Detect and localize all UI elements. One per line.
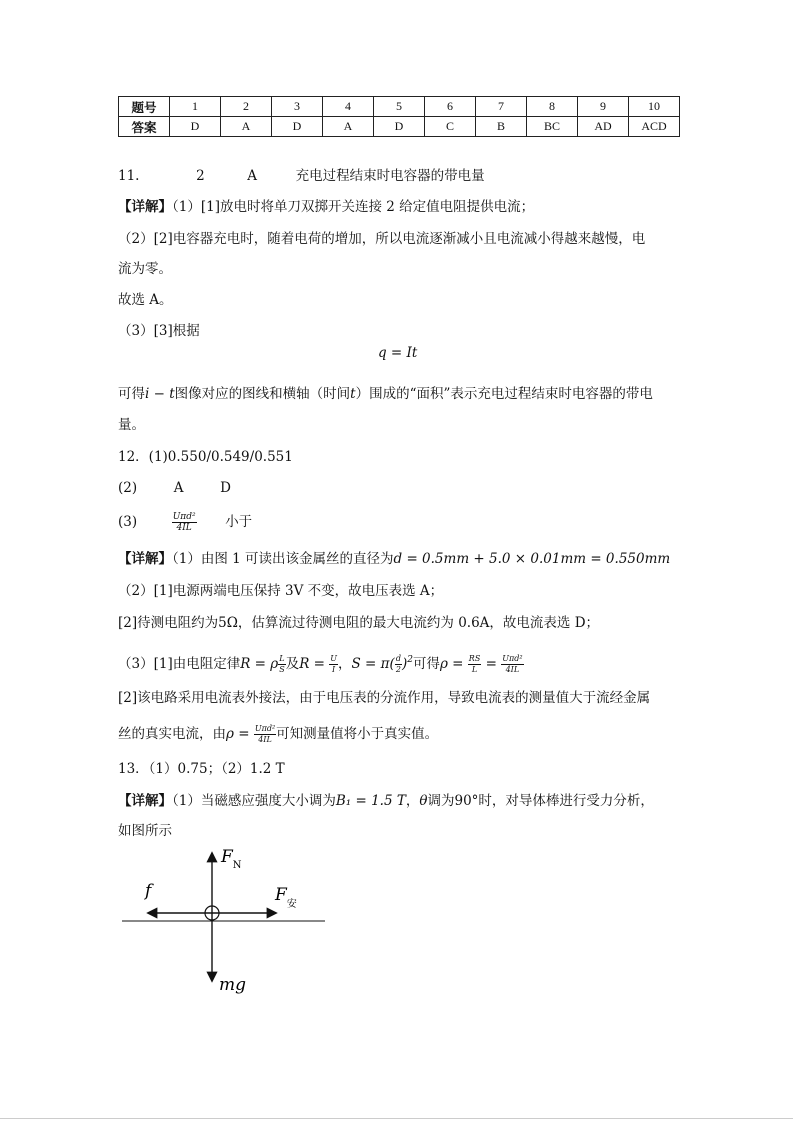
q13-line1: 13．（1）0.75；（2）1.2 T: [118, 761, 285, 777]
q12-detail-3: [118, 613, 599, 633]
detail-label: 【详解】: [118, 793, 172, 809]
text: （1）当磁感应强度大小调为: [172, 793, 336, 809]
table-cell: 7: [476, 97, 527, 117]
q13-detail-1: [118, 791, 654, 811]
q11-detail-2b: 流为零。: [118, 261, 172, 277]
q12-line1: 12．(1)0.550/0.549/0.551: [118, 449, 293, 465]
math-rho-2: ρ = $\frac{\text{Uπd²}}{4IL}$: [226, 724, 276, 744]
text: 丝的真实电流，由: [118, 726, 226, 742]
detail-label: 【详解】: [118, 551, 172, 567]
text: [2]待测电阻约为: [118, 615, 219, 631]
q11-detail-2c: 故选 A。: [118, 292, 173, 308]
fan-label: $F_安$: [275, 885, 297, 910]
text: 时，对导体棒进行受力分析，: [478, 793, 654, 809]
q12-detail-2: （2）[1]电源两端电压保持 3V 不变，故电压表选 A；: [118, 583, 444, 599]
force-diagram: [115, 842, 335, 1002]
table-cell: 10: [629, 97, 680, 117]
text: 及: [285, 656, 300, 672]
fn-label: $F_N$: [221, 847, 242, 871]
table-cell: D: [272, 117, 323, 137]
table-row: [119, 97, 680, 117]
table-cell: A: [323, 117, 374, 137]
table-cell: D: [374, 117, 425, 137]
text: ）围成的“面积”表示充电过程结束时电容器的带电: [355, 386, 653, 402]
q11-ans2: A: [247, 168, 258, 184]
q11-ans1: 2: [196, 168, 205, 184]
q11-detail-2a: （2）[2]电容器充电时，随着电荷的增加，所以电流逐渐减小且电流减小得越来越慢，电: [118, 231, 646, 247]
table-cell: BC: [527, 117, 578, 137]
q12-line3-word: 小于: [225, 514, 253, 530]
q12-line2-b: D: [220, 480, 231, 496]
q12-line2: [118, 478, 231, 498]
text: 可得: [118, 386, 145, 402]
q12-detail-4: [118, 650, 524, 675]
q11-number: 11.: [118, 168, 140, 184]
frac-den: 4IL: [176, 523, 192, 533]
detail-label: 【详解】: [118, 199, 172, 215]
table-cell: 3: [272, 97, 323, 117]
q12-line2-num: (2): [118, 480, 138, 496]
math-t: t: [350, 386, 356, 402]
answer_row-label: 答案: [119, 117, 170, 137]
q12-fraction: [172, 512, 197, 533]
table-cell: C: [425, 117, 476, 137]
q12-line2-a: A: [173, 480, 184, 496]
text: ，估算流过待测电阻的最大电流约为 0.6A，故电流表选 D；: [237, 615, 600, 631]
table-cell: 2: [221, 97, 272, 117]
q11-detail-3: （3）[3]根据: [118, 323, 200, 339]
table-cell: 6: [425, 97, 476, 117]
math-rho: ρ = $\frac{RS}{L}$ = $\frac{\text{Uπd²}}{4IL}$: [439, 654, 523, 674]
q11-detail-4a: [118, 384, 653, 404]
table-cell: AD: [578, 117, 629, 137]
q11-detail-1: [118, 197, 534, 217]
q12-line3: [118, 512, 252, 533]
table-cell: D: [170, 117, 221, 137]
text: 可得: [412, 656, 440, 672]
q11-d1: （1）[1]放电时将单刀双掷开关连接 2 给定值电阻提供电流；: [172, 199, 535, 215]
q11-detail-4b: 量。: [118, 417, 145, 433]
table-cell: 5: [374, 97, 425, 117]
f-label: f: [145, 881, 152, 901]
q11-formula: q = It: [378, 345, 418, 361]
q11-line: [118, 166, 485, 186]
table-row: [119, 117, 680, 137]
table-cell: 4: [323, 97, 374, 117]
answer-table: [118, 96, 680, 137]
text: 图像对应的图线和横轴（时间: [174, 386, 351, 402]
text: （3）[1]由电阻定律: [118, 656, 241, 672]
table-cell: 1: [170, 97, 221, 117]
q12-detail-5a: [2]该电路采用电流表外接法，由于电压表的分流作用，导致电流表的测量值大于流经金属: [118, 690, 651, 706]
mg-label: mg: [219, 975, 247, 995]
header_row-label: 题号: [119, 97, 170, 117]
math-R-rho: R = ρ $\frac{L}{S}$: [240, 654, 285, 674]
math-B1: B₁ = 1.5 T: [335, 793, 406, 809]
table-cell: B: [476, 117, 527, 137]
q12-detail-5b: [118, 724, 438, 745]
q11-ans3: 充电过程结束时电容器的带电量: [295, 168, 485, 184]
text: 调为: [427, 793, 455, 809]
table-cell: ACD: [629, 117, 680, 137]
frac-num: Uπd²: [172, 512, 196, 522]
q12-detail-1: [118, 549, 670, 569]
table-cell: 8: [527, 97, 578, 117]
math-S: S = π( $\frac{d}{2}$ )$^2$: [351, 654, 413, 674]
q13-detail-2: 如图所示: [118, 823, 172, 839]
math-diameter: d = 0.5mm + 5.0 × 0.01mm = 0.550mm: [393, 551, 671, 567]
table-cell: A: [221, 117, 272, 137]
text: ，: [338, 656, 352, 672]
table-cell: 9: [578, 97, 629, 117]
math-theta: θ: [419, 793, 428, 809]
page-edge: [0, 1118, 793, 1119]
text: （1）由图 1 可读出该金属丝的直径为: [172, 551, 394, 567]
math-angle: 90°: [454, 793, 479, 809]
math-R-UI: R = $\frac{U}{I}$: [299, 654, 338, 674]
text: 可知测量值将小于真实值。: [276, 726, 439, 742]
math-i-t: i − t: [145, 386, 175, 402]
text: ，: [405, 793, 420, 809]
math-resistance: 5Ω: [218, 615, 238, 631]
q12-line3-num: (3): [118, 514, 138, 530]
